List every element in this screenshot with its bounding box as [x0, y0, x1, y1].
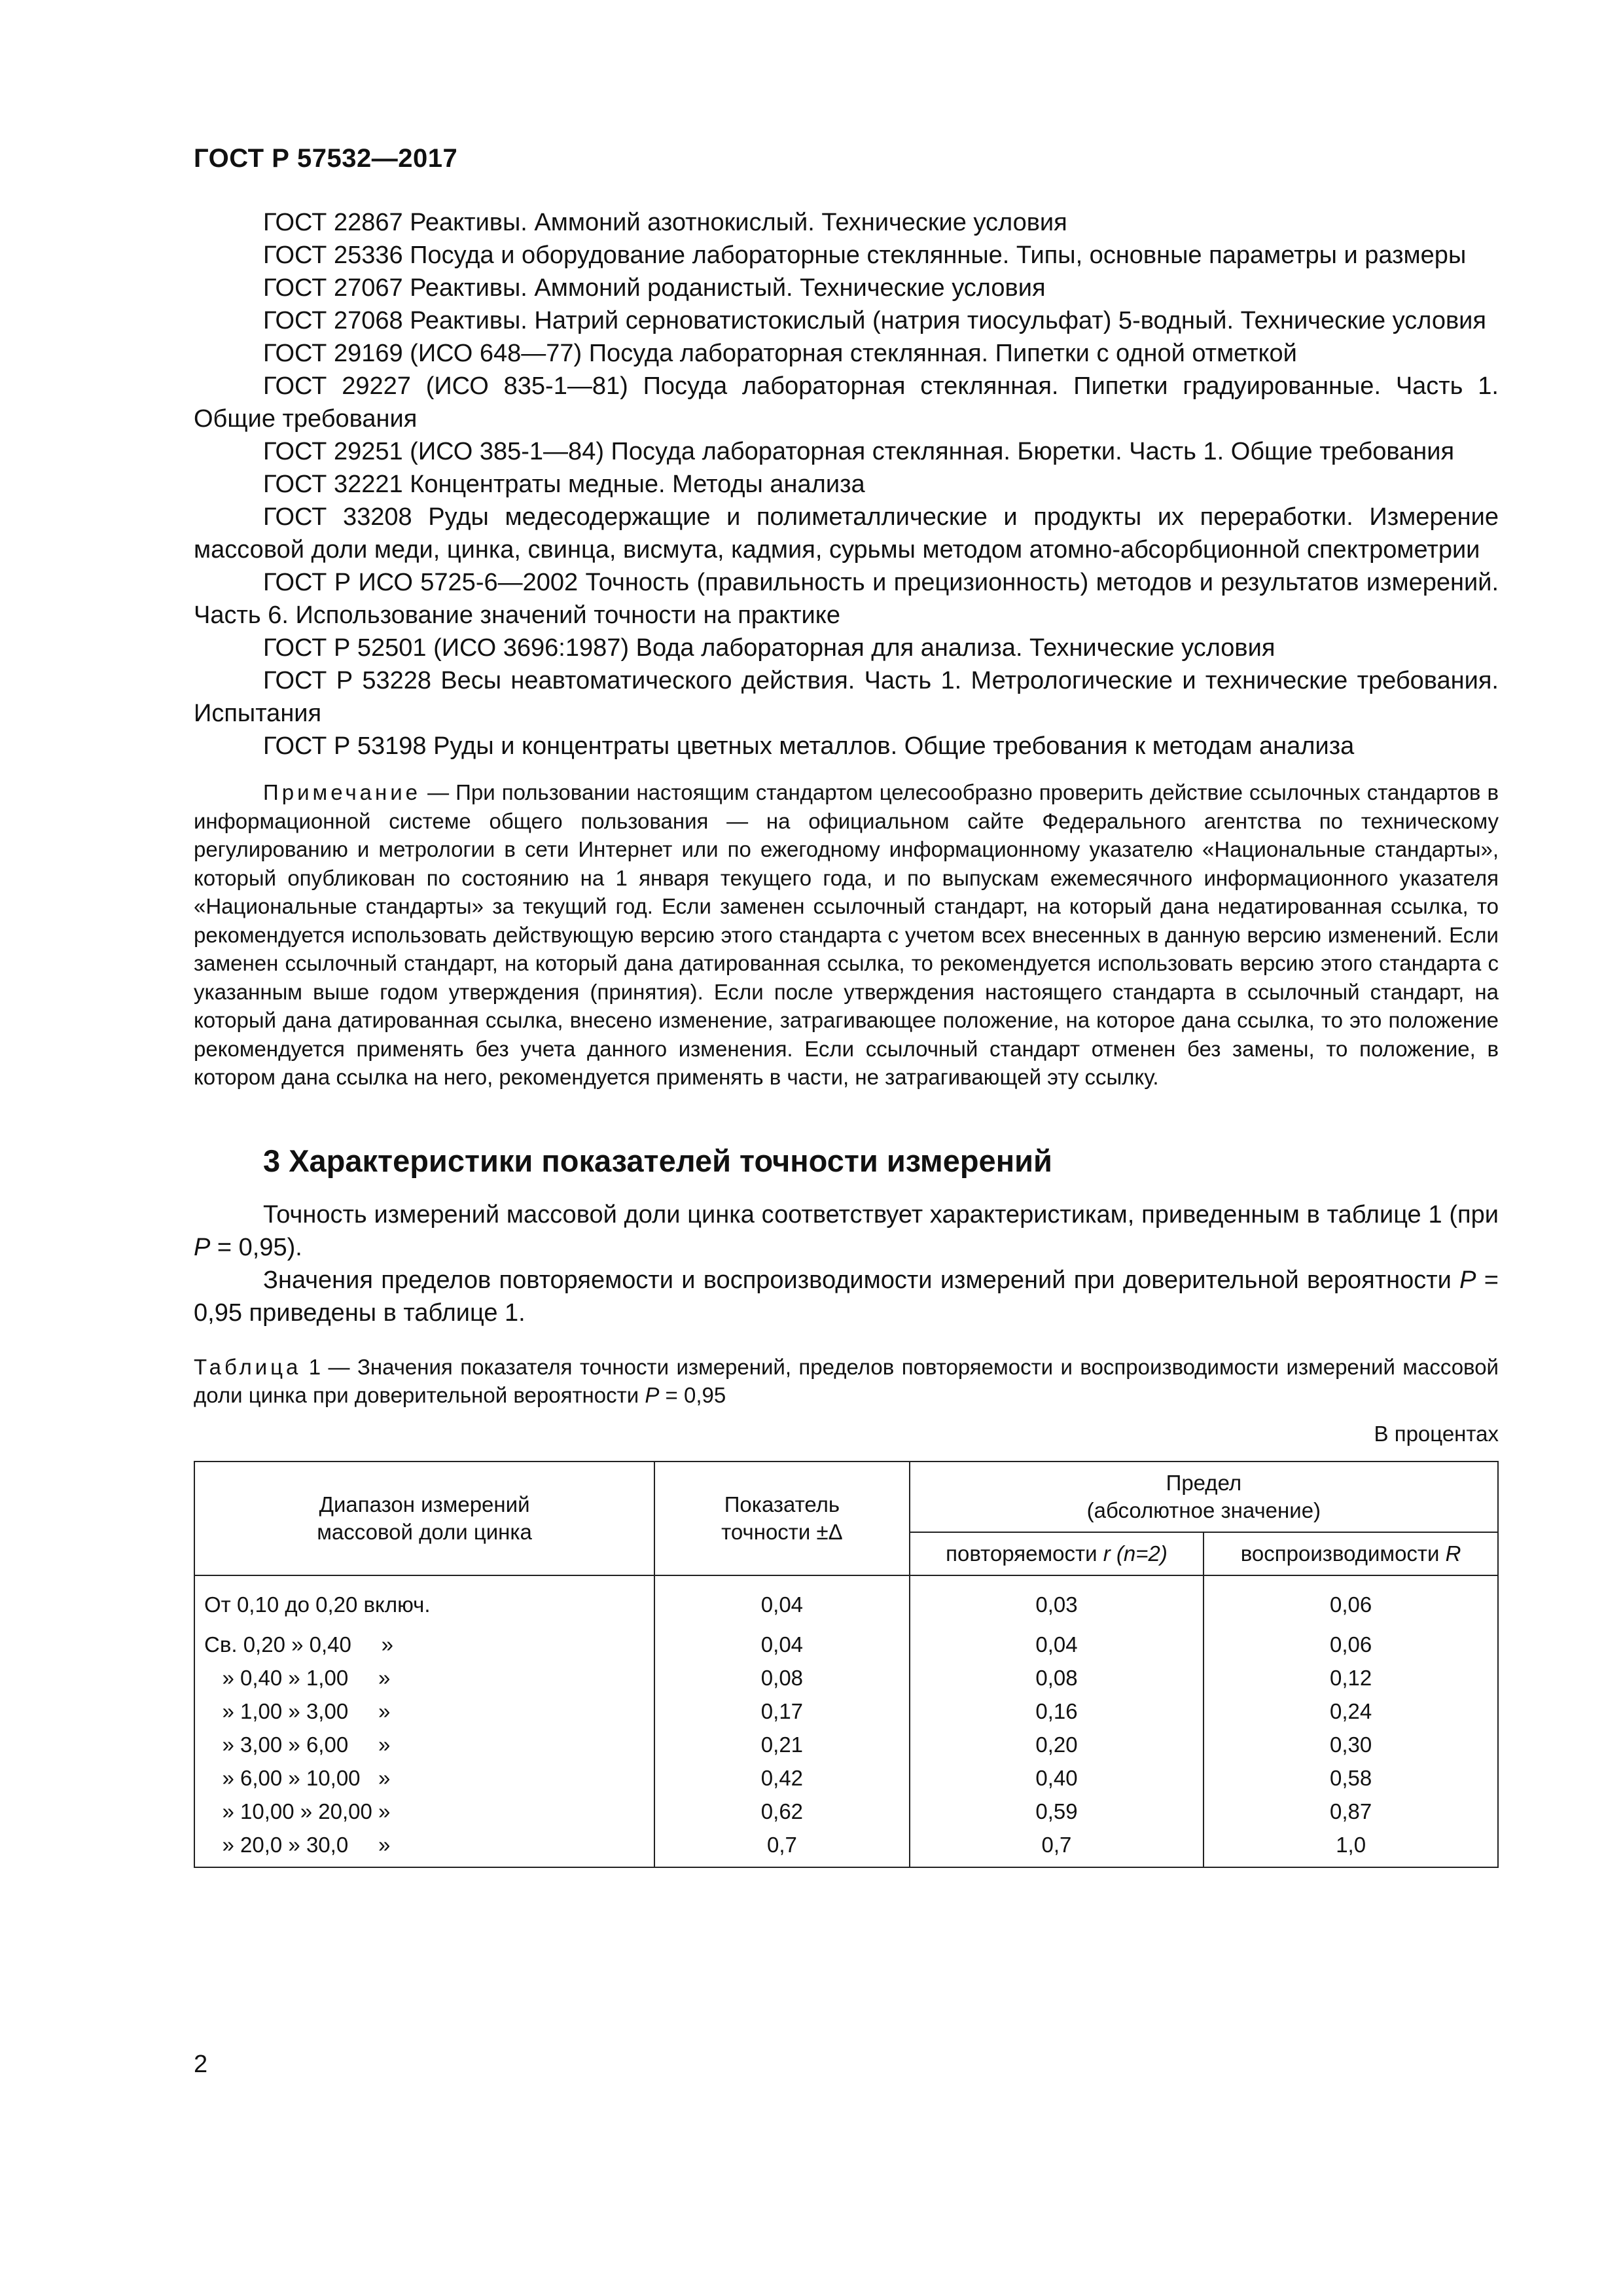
cell-accuracy: 0,21 — [654, 1728, 910, 1761]
cell-range: » 3,00 » 6,00 » — [194, 1728, 654, 1761]
para2-text: Значения пределов повторяемости и воспроизводимости измерений при доверительной вероятности — [263, 1266, 1460, 1294]
page-number: 2 — [194, 2051, 208, 2078]
cell-reproducibility: 0,06 — [1204, 1621, 1498, 1661]
caption-label: Таблица — [194, 1354, 302, 1379]
caption-text-end: = 0,95 — [659, 1383, 726, 1407]
cell-range: » 6,00 » 10,00 » — [194, 1761, 654, 1795]
table-row — [194, 1695, 1498, 1728]
reference-item: ГОСТ 29251 (ИСО 385-1—84) Посуда лабораторная стеклянная. Бюретки. Часть 1. Общие требования — [263, 438, 1455, 465]
cell-repeatability: 0,40 — [910, 1761, 1204, 1795]
cell-accuracy: 0,04 — [654, 1621, 910, 1661]
header-reproducibility: воспроизводимости R — [1204, 1532, 1498, 1575]
para1-symbol: P — [194, 1233, 211, 1261]
cell-range: От 0,10 до 0,20 включ. — [194, 1575, 654, 1621]
document-header: ГОСТ Р 57532—2017 — [194, 144, 458, 173]
table-row — [194, 1828, 1498, 1867]
cell-reproducibility: 0,24 — [1204, 1695, 1498, 1728]
cell-reproducibility: 0,12 — [1204, 1661, 1498, 1695]
cell-repeatability: 0,08 — [910, 1661, 1204, 1695]
cell-repeatability: 0,03 — [910, 1575, 1204, 1621]
cell-range: » 1,00 » 3,00 » — [194, 1695, 654, 1728]
cell-repeatability: 0,59 — [910, 1795, 1204, 1828]
cell-repeatability: 0,04 — [910, 1621, 1204, 1661]
cell-accuracy: 0,08 — [654, 1661, 910, 1695]
cell-accuracy: 0,04 — [654, 1575, 910, 1621]
normative-references — [194, 206, 1499, 762]
cell-reproducibility: 0,06 — [1204, 1575, 1498, 1621]
reference-item: ГОСТ 29169 (ИСО 648—77) Посуда лабораторная стеклянная. Пипетки с одной отметкой — [263, 340, 1297, 367]
reference-item: ГОСТ 27067 Реактивы. Аммоний роданистый. Технические условия — [263, 274, 1046, 302]
cell-accuracy: 0,62 — [654, 1795, 910, 1828]
reference-item: ГОСТ Р ИСО 5725-6—2002 Точность (правильность и прецизионность) методов и результатов измерений. Часть 6. Использование значений точности на практике — [194, 569, 1499, 629]
reference-item: ГОСТ Р 53228 Весы неавтоматического действия. Часть 1. Метрологические и технические требования. Испытания — [194, 667, 1499, 727]
reference-item: ГОСТ 25336 Посуда и оборудование лабораторные стеклянные. Типы, основные параметры и размеры — [263, 242, 1467, 269]
table-row — [194, 1621, 1498, 1661]
note-text: — При пользовании настоящим стандартом целесообразно проверить действие ссылочных стандартов в информационной системе общего пользования — на официальном сайте Федерального агентства по техническому регулированию и метрологии в сети Интернет или по ежегодному информационному указателю «Национальные стандарты», который опубликован по состоянию на 1 января текущего года, и по выпускам ежемесячного информационного указателя «Национальные стандарты» за текущий год. Если заменен ссылочный стандарт, на который дана недатированная ссылка, то рекомендуется использовать действующую версию этого стандарта с учетом всех внесенных в данную версию изменений. Если заменен ссылочный стандарт, на который дана датированная ссылка, то рекомендуется использовать версию этого стандарта с указанным выше годом утверждения (принятия). Если после утверждения настоящего стандарта в ссылочный стандарт, на который дана датированная ссылка, внесено изменение, затрагивающее положение, на которое дана ссылка, то это положение рекомендуется применять без учета данного изменения. Если ссылочный стандарт отменен без замены, то положение, в котором дана ссылка на него, рекомендуется применять в части, не затрагивающей эту ссылку. — [194, 780, 1499, 1089]
caption-text: 1 — Значения показателя точности измерений, пределов повторяемости и воспроизводимости измерений массовой доли цинка при доверительной вероятности — [194, 1354, 1499, 1407]
cell-reproducibility: 0,30 — [1204, 1728, 1498, 1761]
cell-range: » 10,00 » 20,00 » — [194, 1795, 654, 1828]
cell-repeatability: 0,20 — [910, 1728, 1204, 1761]
table-row — [194, 1761, 1498, 1795]
cell-repeatability: 0,16 — [910, 1695, 1204, 1728]
cell-repeatability: 0,7 — [910, 1828, 1204, 1867]
para2-symbol: P — [1459, 1266, 1476, 1294]
cell-reproducibility: 0,58 — [1204, 1761, 1498, 1795]
table-caption — [194, 1353, 1499, 1410]
header-repeatability: повторяемости r (n=2) — [910, 1532, 1204, 1575]
reference-item: ГОСТ 29227 (ИСО 835-1—81) Посуда лабораторная стеклянная. Пипетки градуированные. Часть 1. Общие требования — [194, 372, 1499, 433]
header-limit: Предел (абсолютное значение) — [910, 1462, 1498, 1532]
section-title: 3 Характеристики показателей точности измерений — [263, 1143, 1052, 1178]
cell-accuracy: 0,17 — [654, 1695, 910, 1728]
cell-range: Св. 0,20 » 0,40 » — [194, 1621, 654, 1661]
reference-item: ГОСТ 32221 Концентраты медные. Методы анализа — [263, 471, 865, 498]
reference-item: ГОСТ Р 52501 (ИСО 3696:1987) Вода лабораторная для анализа. Технические условия — [263, 634, 1275, 662]
table-row — [194, 1661, 1498, 1695]
para2-text-end: = 0,95 приведены в таблице 1. — [194, 1266, 1499, 1327]
reference-item: ГОСТ Р 53198 Руды и концентраты цветных металлов. Общие требования к методам анализа — [263, 732, 1355, 760]
caption-symbol: P — [645, 1383, 660, 1407]
cell-range: » 0,40 » 1,00 » — [194, 1661, 654, 1695]
document-page — [194, 144, 1499, 1868]
para1-text-end: = 0,95). — [210, 1233, 302, 1261]
reference-item: ГОСТ 22867 Реактивы. Аммоний азотнокислый. Технические условия — [263, 209, 1067, 236]
note-label: Примечание — [263, 780, 421, 804]
table-row — [194, 1575, 1498, 1621]
section-paragraph-2 — [194, 1264, 1499, 1329]
table-row — [194, 1728, 1498, 1761]
cell-range: » 20,0 » 30,0 » — [194, 1828, 654, 1867]
cell-reproducibility: 0,87 — [1204, 1795, 1498, 1828]
reference-item: ГОСТ 27068 Реактивы. Натрий серноватистокислый (натрия тиосульфат) 5-водный. Технические условия — [263, 307, 1486, 334]
cell-reproducibility: 1,0 — [1204, 1828, 1498, 1867]
accuracy-table — [194, 1461, 1499, 1868]
reference-item: ГОСТ 33208 Руды медесодержащие и полиметаллические и продукты их переработки. Измерение массовой доли меди, цинка, свинца, висмута, кадмия, сурьмы методом атомно-абсорбционной спектрометрии — [194, 503, 1499, 564]
section-paragraph-1 — [194, 1198, 1499, 1264]
cell-accuracy: 0,7 — [654, 1828, 910, 1867]
table-row — [194, 1795, 1498, 1828]
references-note — [194, 778, 1499, 1092]
table-units: В процентах — [1374, 1421, 1499, 1446]
cell-accuracy: 0,42 — [654, 1761, 910, 1795]
header-range: Диапазон измерений массовой доли цинка — [194, 1462, 654, 1575]
header-accuracy: Показатель точности ±Δ — [654, 1462, 910, 1575]
para1-text: Точность измерений массовой доли цинка соответствует характеристикам, приведенным в таблице 1 (при — [263, 1200, 1499, 1229]
